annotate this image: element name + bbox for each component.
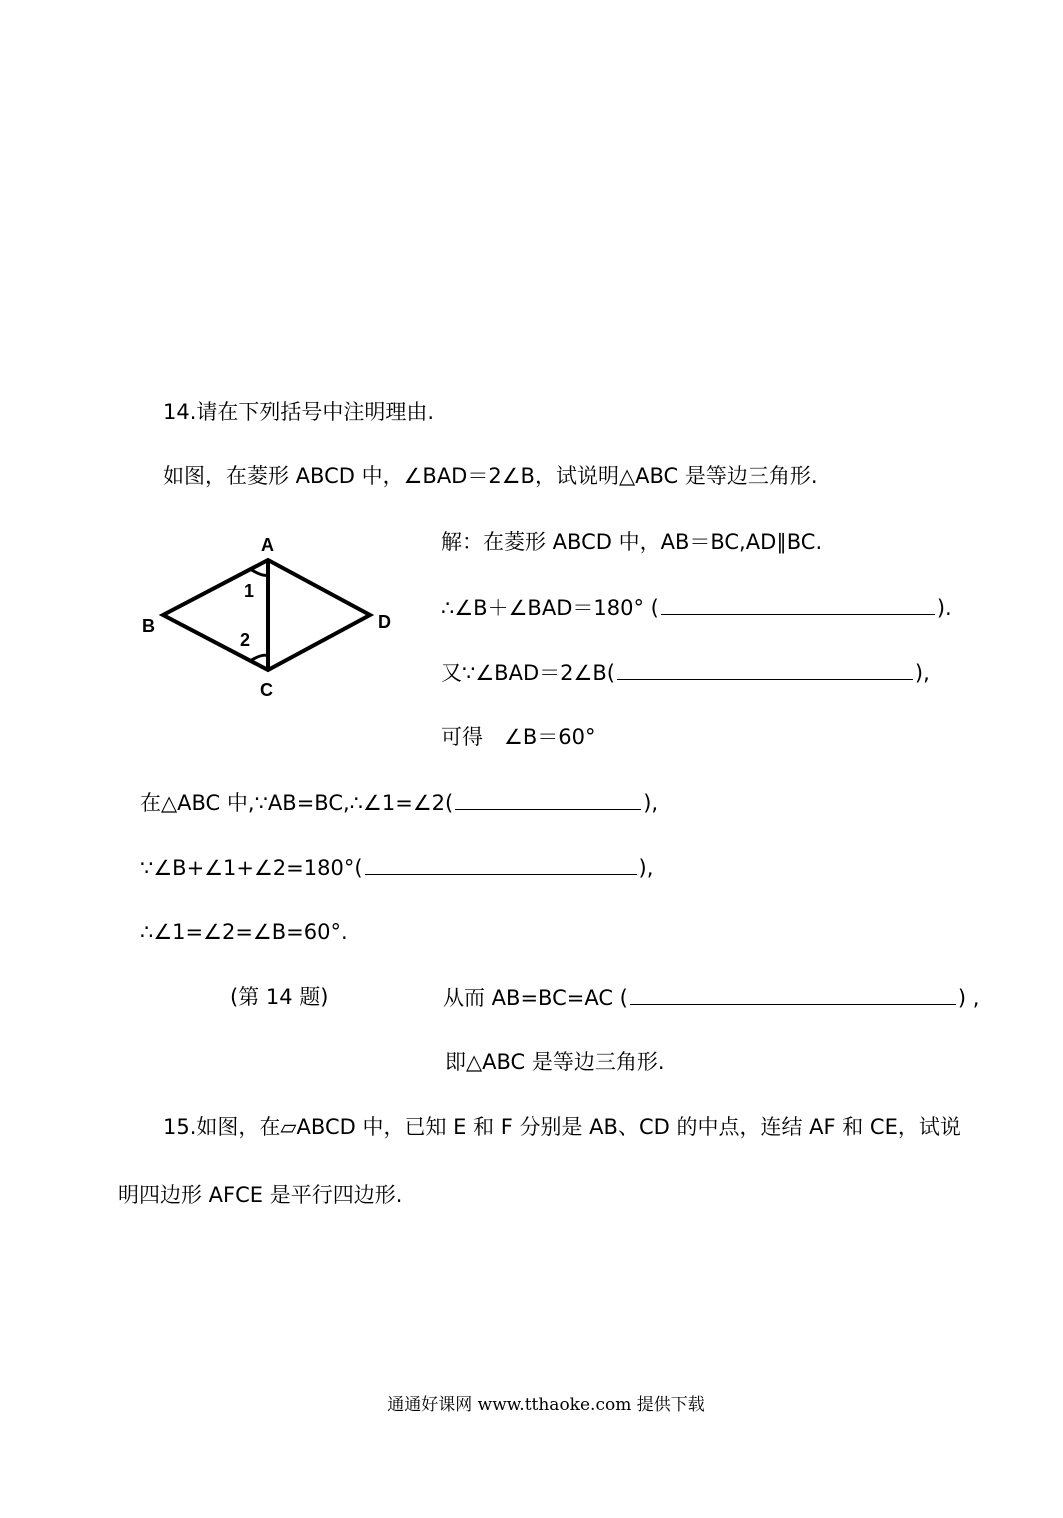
solution-line-8: [443, 982, 979, 1013]
solution-line-1: 解：在菱形 ABCD 中，AB＝BC,AD∥BC.: [441, 530, 823, 554]
solution-line-8-end: ) ,: [957, 986, 980, 1010]
angle-1-arc: [250, 569, 268, 575]
solution-line-8-text: 从而 AB=BC=AC (: [443, 986, 628, 1010]
reason-blank-5[interactable]: [630, 982, 956, 1005]
solution-line-3: [441, 657, 930, 688]
solution-line-3-end: ),: [914, 661, 930, 685]
q15-line-1: 15.如图，在▱ABCD 中，已知 E 和 F 分别是 AB、CD 的中点，连结 AF 和 CE，试说: [163, 1115, 961, 1139]
label-c: C: [260, 680, 273, 700]
angle-2-arc: [250, 655, 268, 661]
reason-blank-3[interactable]: [455, 787, 641, 810]
solution-line-2-text: ∴∠B＋∠BAD＝180° (: [441, 596, 659, 620]
label-a: A: [261, 535, 274, 555]
solution-line-2-end: ).: [936, 596, 952, 620]
q15-line-2: 明四边形 AFCE 是平行四边形.: [118, 1183, 403, 1207]
reason-blank-4[interactable]: [365, 852, 637, 875]
solution-line-5-text: 在△ABC 中,∵AB=BC,∴∠1=∠2(: [140, 791, 454, 815]
rhombus-figure: [130, 525, 410, 705]
label-angle-2: 2: [240, 630, 251, 650]
solution-line-6-end: ),: [638, 856, 654, 880]
solution-line-6: [140, 852, 653, 883]
label-angle-1: 1: [244, 581, 255, 601]
solution-line-5: [140, 787, 658, 818]
label-d: D: [378, 612, 391, 632]
solution-line-7: ∴∠1=∠2=∠B=60°.: [140, 920, 348, 944]
label-b: B: [142, 616, 155, 636]
page-footer: 通通好课网 www.tthaoke.com 提供下载: [387, 1395, 705, 1415]
q14-prompt: 如图，在菱形 ABCD 中，∠BAD＝2∠B，试说明△ABC 是等边三角形.: [163, 464, 818, 488]
q14-title: 14.请在下列括号中注明理由.: [163, 400, 435, 424]
solution-line-2: [441, 592, 952, 623]
figure-caption: (第 14 题): [230, 985, 329, 1009]
reason-blank-2[interactable]: [617, 657, 913, 680]
solution-line-5-end: ),: [643, 791, 659, 815]
reason-blank-1[interactable]: [661, 592, 935, 615]
solution-line-3-text: 又∵∠BAD＝2∠B(: [441, 661, 615, 685]
solution-line-6-text: ∵∠B+∠1+∠2=180°(: [140, 856, 363, 880]
solution-conclusion: 即△ABC 是等边三角形.: [445, 1050, 665, 1074]
solution-line-4: 可得 ∠B＝60°: [441, 725, 596, 749]
